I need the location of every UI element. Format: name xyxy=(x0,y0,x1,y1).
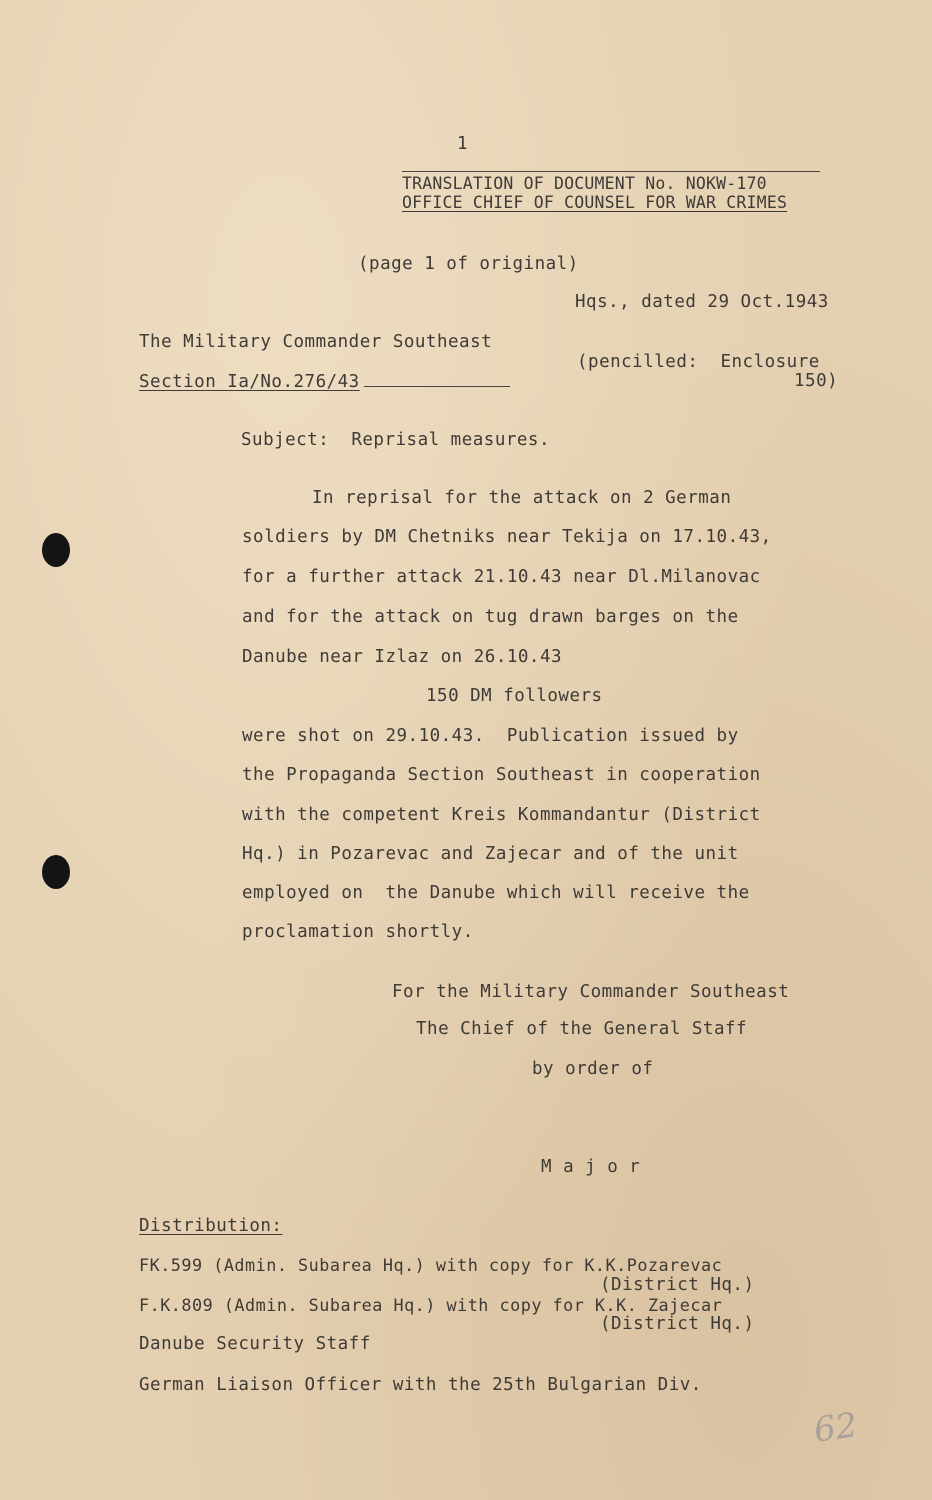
body-line: In reprisal for the attack on 2 German xyxy=(312,488,732,508)
pencilled-note-line-1: (pencilled: Enclosure xyxy=(577,352,820,372)
body-line: Hq.) in Pozarevac and Zajecar and of the unit xyxy=(242,844,739,864)
header-rule xyxy=(402,171,820,172)
punch-hole xyxy=(42,533,70,567)
punch-hole xyxy=(42,855,70,889)
subject-line: Subject: Reprisal measures. xyxy=(241,430,551,450)
body-line: with the competent Kreis Kommandantur (District xyxy=(242,805,761,825)
page-note: (page 1 of original) xyxy=(358,254,579,274)
pencilled-note-line-2: 150) xyxy=(794,371,839,391)
body-line: the Propaganda Section Southeast in cooperation xyxy=(242,765,761,785)
signature-line-1: For the Military Commander Southeast xyxy=(392,982,790,1002)
distribution-line: Danube Security Staff xyxy=(139,1334,371,1354)
header-line-2: OFFICE CHIEF OF COUNSEL FOR WAR CRIMES xyxy=(402,193,788,212)
signature-line-3: by order of xyxy=(532,1059,654,1079)
body-line: employed on the Danube which will receive the xyxy=(242,883,750,903)
sender-title: The Military Commander Southeast xyxy=(139,332,493,352)
body-line: were shot on 29.10.43. Publication issued by xyxy=(242,726,739,746)
body-line: for a further attack 21.10.43 near Dl.Milanovac xyxy=(242,567,761,587)
distribution-line: (District Hq.) xyxy=(600,1314,755,1334)
distribution-line: (District Hq.) xyxy=(600,1275,755,1295)
body-line: soldiers by DM Chetniks near Tekija on 17.10.43, xyxy=(242,527,772,547)
body-line: Danube near Izlaz on 26.10.43 xyxy=(242,647,563,667)
body-line: and for the attack on tug drawn barges on the xyxy=(242,607,739,627)
distribution-heading: Distribution: xyxy=(139,1216,283,1236)
section-rule xyxy=(364,386,510,387)
page-number: 1 xyxy=(457,134,469,154)
handwritten-page-number: 62 xyxy=(811,1405,860,1451)
date-line: Hqs., dated 29 Oct.1943 xyxy=(575,292,829,312)
distribution-line: German Liaison Officer with the 25th Bulgarian Div. xyxy=(139,1375,702,1395)
victim-count-line: 150 DM followers xyxy=(426,686,603,706)
distribution-line: FK.599 (Admin. Subarea Hq.) with copy for K.K.Pozarevac xyxy=(139,1255,723,1275)
header-line-1: TRANSLATION OF DOCUMENT No. NOKW-170 xyxy=(402,174,767,193)
body-line: proclamation shortly. xyxy=(242,922,474,942)
distribution-line: F.K.809 (Admin. Subarea Hq.) with copy for K.K. Zajecar xyxy=(139,1295,723,1315)
signature-line-2: The Chief of the General Staff xyxy=(416,1019,748,1039)
sender-section: Section Ia/No.276/43 xyxy=(139,372,360,392)
signature-rank: M a j o r xyxy=(541,1157,641,1177)
